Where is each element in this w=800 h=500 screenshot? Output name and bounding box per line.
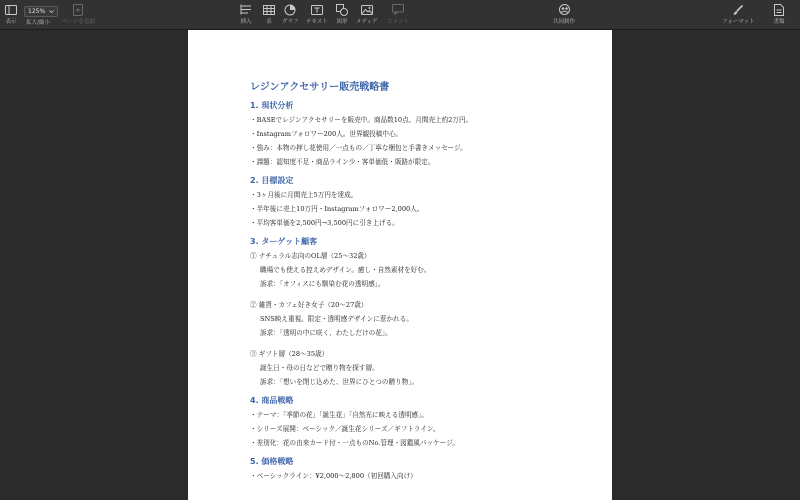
shape-label: 図形 bbox=[336, 19, 348, 25]
text-button[interactable] bbox=[306, 3, 328, 26]
paragraph: ・BASEでレジンアクセサリーを販売中。商品数10点、月間売上約2万円。 bbox=[250, 116, 473, 124]
section-heading-target: 3. ターゲット顧客 bbox=[250, 237, 318, 246]
insert-label: 挿入 bbox=[240, 19, 252, 25]
table-label: 表 bbox=[266, 19, 272, 25]
paragraph: 訴求：「透明の中に咲く、わたしだけの花」。 bbox=[260, 329, 392, 337]
sidebar-icon bbox=[4, 3, 18, 16]
view-button[interactable] bbox=[4, 3, 18, 26]
target-title: ① ナチュラル志向のOL層（25〜32歳） bbox=[250, 252, 371, 260]
shape-button[interactable] bbox=[335, 3, 349, 26]
table-button[interactable] bbox=[262, 3, 276, 26]
paragraph: ・強み：本物の押し花使用／一点もの／丁寧な梱包と手書きメッセージ。 bbox=[250, 144, 467, 152]
paragraph: ・課題：認知度不足・商品ライン少・客単価低・販路が限定。 bbox=[250, 158, 435, 166]
paragraph: 訴求：「想いを閉じ込めた、世界にひとつの贈り物」。 bbox=[260, 378, 419, 386]
add-page-button[interactable] bbox=[62, 3, 95, 26]
paragraph: ・Instagramフォロワー200人。世界観投稿中心。 bbox=[250, 130, 403, 138]
shape-icon bbox=[335, 3, 349, 16]
text-label: テキスト bbox=[306, 19, 328, 25]
paragraph: ・シリーズ展開：ベーシック／誕生花シリーズ／ギフトライン。 bbox=[250, 425, 440, 433]
paragraph: 訴求：「オフィスにも馴染む花の透明感」。 bbox=[260, 280, 385, 288]
zoom-label: 拡大/縮小 bbox=[26, 20, 50, 26]
chart-icon bbox=[283, 3, 297, 16]
collaborate-label: 共同制作 bbox=[553, 19, 576, 25]
document-page[interactable] bbox=[188, 30, 612, 500]
document-label: 書類 bbox=[773, 19, 785, 25]
paragraph: ・半年後に売上10万円・Instagramフォロワー2,000人。 bbox=[250, 205, 424, 213]
comment-button[interactable] bbox=[387, 3, 409, 26]
chevron-down-icon bbox=[49, 9, 54, 14]
paragraph: ・3ヶ月後に月間売上5万円を達成。 bbox=[250, 191, 358, 199]
add-page-icon bbox=[71, 3, 85, 16]
media-icon bbox=[360, 3, 374, 16]
paragraph: ・テーマ：「季節の花」「誕生花」「自然光に映える透明感」。 bbox=[250, 411, 429, 419]
add-page-label: ページを追加 bbox=[62, 19, 95, 25]
view-label: 表示 bbox=[5, 19, 17, 25]
document-body[interactable] bbox=[250, 80, 590, 483]
zoom-value: 125% bbox=[28, 8, 46, 15]
format-label: フォーマット bbox=[722, 19, 755, 25]
target-title: ② 雑貨・カフェ好き女子（20〜27歳） bbox=[250, 301, 368, 309]
section-heading-product: 4. 商品戦略 bbox=[250, 396, 294, 405]
paragraph: ・ベーシックライン：¥2,000〜2,800（初回購入向け） bbox=[250, 472, 417, 480]
format-button[interactable] bbox=[722, 3, 755, 26]
paragraph: ・差別化：花の由来カード付・一点ものNo.管理・図鑑風パッケージ。 bbox=[250, 439, 459, 447]
section-heading-pricing: 5. 価格戦略 bbox=[250, 457, 294, 466]
document-button[interactable] bbox=[772, 3, 786, 26]
document-icon bbox=[772, 3, 786, 16]
target-title: ③ ギフト層（28〜35歳） bbox=[250, 350, 329, 358]
text-box-icon bbox=[310, 3, 324, 16]
document-title: レジンアクセサリー販売戦略書 bbox=[250, 82, 390, 93]
insert-icon bbox=[239, 3, 253, 16]
chart-button[interactable] bbox=[282, 3, 299, 26]
paintbrush-icon bbox=[731, 3, 745, 16]
paragraph: 職場でも使える控えめデザイン。癒し・自然素材を好む。 bbox=[260, 266, 431, 274]
paragraph: ・平均客単価を2,500円→3,500円に引き上げる。 bbox=[250, 219, 399, 227]
media-label: メディア bbox=[356, 19, 378, 25]
table-icon bbox=[262, 3, 276, 16]
section-heading-analysis: 1. 現状分析 bbox=[250, 101, 294, 110]
paragraph: 誕生日・母の日などで贈り物を探す層。 bbox=[260, 364, 379, 372]
comment-icon bbox=[391, 3, 405, 16]
insert-button[interactable] bbox=[239, 3, 253, 26]
collaborate-icon bbox=[557, 3, 571, 16]
toolbar bbox=[0, 0, 800, 30]
chart-label: グラフ bbox=[282, 19, 299, 25]
collaborate-button[interactable] bbox=[553, 3, 575, 26]
paragraph: SNS映え重視。限定・透明感デザインに惹かれる。 bbox=[260, 315, 413, 323]
zoom-select[interactable] bbox=[24, 6, 58, 17]
section-heading-goals: 2. 目標設定 bbox=[250, 176, 294, 185]
comment-label: コメント bbox=[387, 19, 410, 25]
media-button[interactable] bbox=[356, 3, 378, 26]
